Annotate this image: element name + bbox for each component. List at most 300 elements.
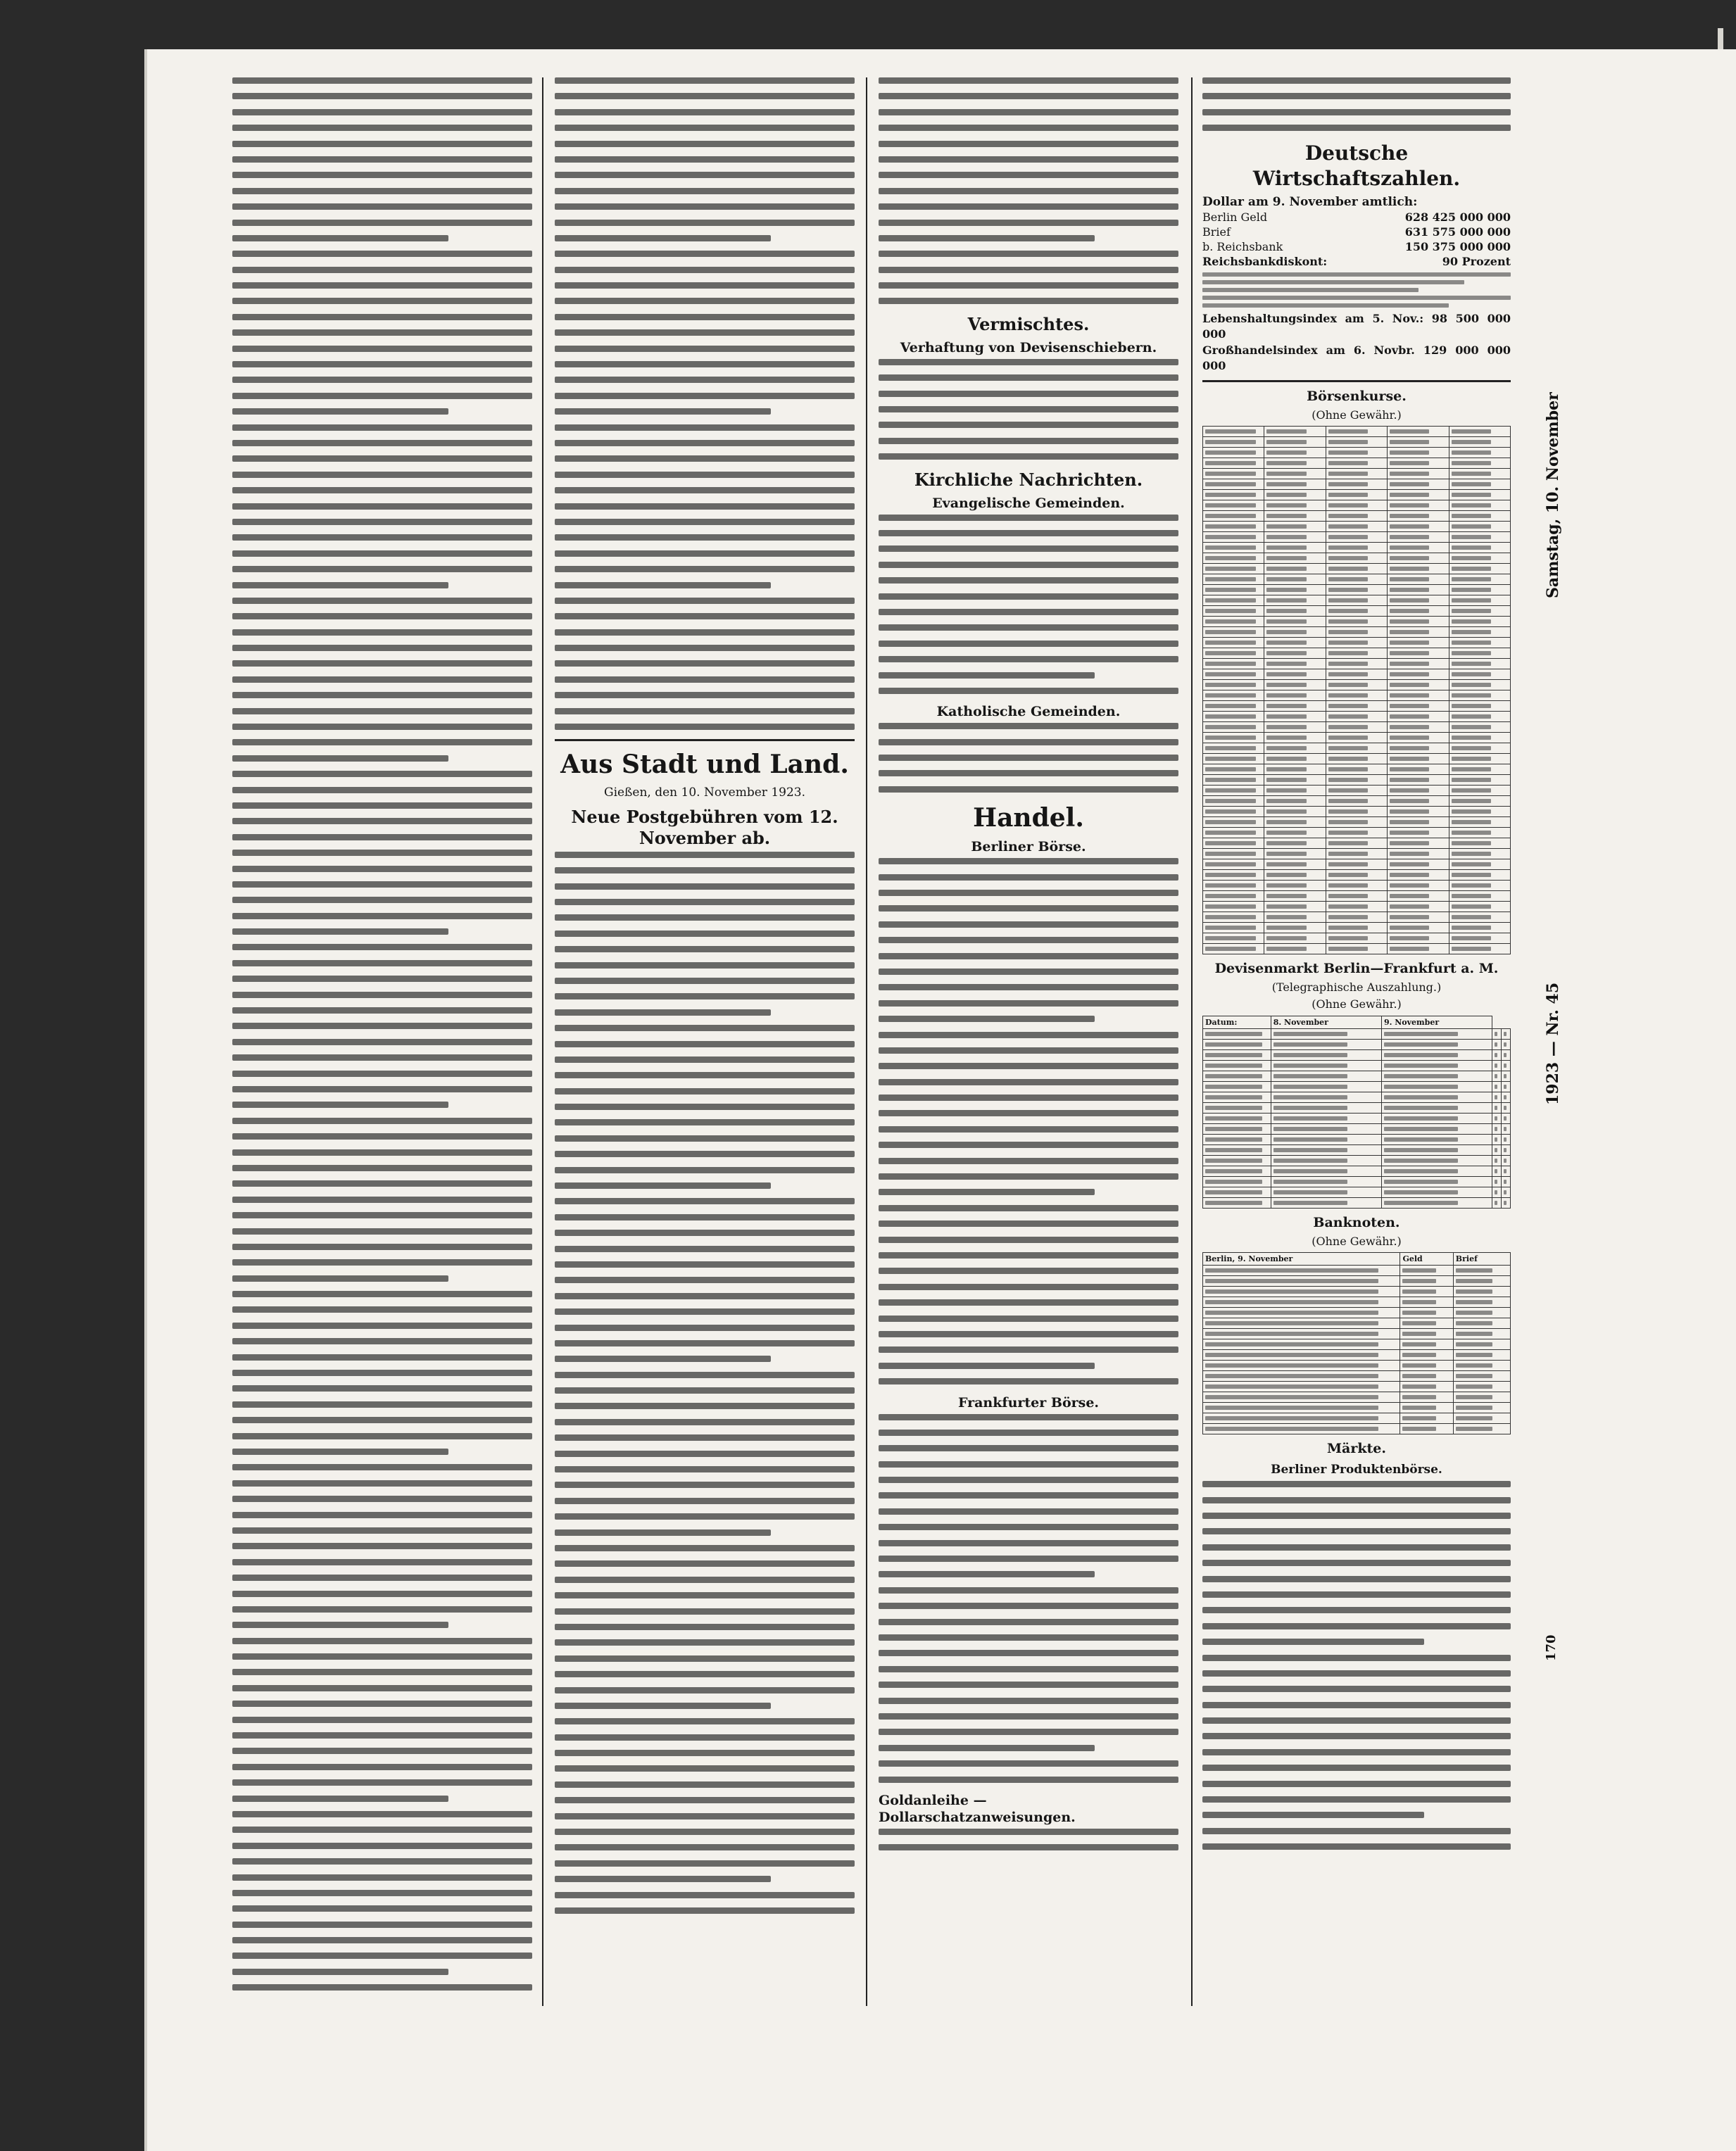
- article-text: [879, 77, 1178, 304]
- text-line: [555, 867, 855, 873]
- text-line: [879, 93, 1178, 99]
- text-line: [879, 1299, 1178, 1306]
- table-row: [1203, 1102, 1511, 1113]
- article-text: [555, 852, 855, 1914]
- text-line: [232, 850, 532, 856]
- text-line: [555, 251, 855, 257]
- devisenmarkt-title: Devisenmarkt Berlin—Frankfurt a. M.: [1214, 961, 1499, 976]
- text-line: [879, 1477, 1178, 1483]
- text-line: [555, 235, 771, 241]
- text-line: [879, 874, 1178, 881]
- text-line: [232, 519, 532, 525]
- text-line: [555, 993, 855, 999]
- text-line: [232, 503, 532, 510]
- text-line: [555, 1387, 855, 1394]
- table-row: [1203, 532, 1511, 543]
- text-line: [232, 866, 532, 872]
- vermischtes-title: Vermischtes.: [967, 313, 1090, 334]
- text-line: [879, 1729, 1178, 1735]
- text-line: [232, 1858, 532, 1865]
- text-line: [555, 329, 855, 336]
- text-line: [232, 1275, 448, 1282]
- text-line: [232, 1669, 532, 1675]
- text-line: [555, 1703, 771, 1709]
- dollar-heading: Dollar am 9. November amtlich:: [1202, 194, 1418, 209]
- text-line: [232, 1843, 532, 1849]
- table-row: [1203, 1060, 1511, 1071]
- text-line: [232, 1732, 532, 1739]
- text-line: [555, 1592, 855, 1598]
- table-row: [1203, 1308, 1511, 1318]
- text-line: [232, 834, 532, 840]
- text-line: [232, 1512, 532, 1518]
- text-line: [232, 881, 532, 888]
- text-line: [232, 1165, 532, 1171]
- column-1: [232, 77, 532, 2006]
- text-line: [232, 1969, 448, 1975]
- text-line: [879, 1237, 1178, 1243]
- text-line: [555, 1403, 855, 1409]
- text-line: [879, 109, 1178, 115]
- text-line: [555, 314, 855, 320]
- text-line: [555, 1372, 855, 1378]
- table-row: [1203, 891, 1511, 902]
- text-line: [879, 953, 1178, 959]
- text-line: [1202, 1686, 1511, 1692]
- text-line: [555, 978, 855, 984]
- text-line: [879, 1492, 1178, 1499]
- page-number: 170: [1544, 1634, 1559, 1661]
- text-line: [879, 1524, 1178, 1530]
- text-line: [232, 1354, 532, 1361]
- text-line: [879, 203, 1178, 210]
- text-line: [1202, 1702, 1511, 1708]
- text-line: [879, 125, 1178, 131]
- text-line: [879, 1666, 1178, 1672]
- text-line: [879, 422, 1178, 428]
- table-row: [1203, 775, 1511, 786]
- text-line: [555, 1876, 771, 1882]
- text-line: [879, 672, 1095, 679]
- text-line: [1202, 1749, 1511, 1755]
- table-row: [1203, 1176, 1511, 1187]
- text-line: [232, 1953, 532, 1959]
- table-row: [1203, 807, 1511, 817]
- text-line: [555, 1624, 855, 1630]
- table-row: [1203, 1049, 1511, 1060]
- text-line: [232, 1575, 532, 1581]
- text-line: [232, 1559, 532, 1565]
- text-line: [879, 359, 1178, 365]
- text-line: [879, 641, 1178, 647]
- text-line: [879, 1540, 1178, 1546]
- text-line: [232, 629, 532, 636]
- text-line: [879, 624, 1178, 631]
- text-line: [1202, 77, 1511, 84]
- text-line: [555, 424, 855, 431]
- text-line: [1202, 93, 1511, 99]
- text-line: [232, 550, 532, 557]
- text-line: [232, 109, 532, 115]
- table-row: [1203, 638, 1511, 648]
- text-line: [879, 1363, 1095, 1369]
- text-line: [232, 928, 448, 935]
- banknoten-table: Berlin, 9. November Geld Brief: [1202, 1252, 1511, 1434]
- text-line: [1202, 1655, 1511, 1661]
- table-row: [1203, 933, 1511, 944]
- text-line: [555, 1356, 771, 1362]
- text-line: [232, 992, 532, 998]
- text-line: [879, 1016, 1095, 1022]
- text-line: [555, 708, 855, 714]
- text-line: [879, 1587, 1178, 1594]
- text-line: [232, 1306, 532, 1313]
- text-line: [879, 739, 1178, 745]
- table-row: [1203, 1266, 1511, 1276]
- text-line: [232, 1433, 532, 1439]
- text-line: [879, 438, 1178, 444]
- text-line: [555, 582, 771, 588]
- text-line: [232, 1370, 532, 1376]
- text-line: [232, 582, 448, 588]
- text-line: [555, 1750, 855, 1756]
- text-line: [555, 1198, 855, 1204]
- text-line: [555, 1577, 855, 1583]
- table-row: [1203, 606, 1511, 617]
- text-line: [1202, 1528, 1511, 1534]
- text-line: [232, 1417, 532, 1423]
- dollar-row: Berlin Geld 628 425 000 000: [1202, 210, 1511, 224]
- text-line: [1202, 1765, 1511, 1771]
- text-line: [879, 1745, 1095, 1751]
- article-text: [879, 515, 1178, 694]
- table-row: [1203, 1318, 1511, 1329]
- text-line: [232, 913, 532, 919]
- article-text: [1202, 1481, 1511, 1850]
- table-row: [1203, 712, 1511, 722]
- text-line: [879, 937, 1178, 943]
- text-line: [555, 361, 855, 367]
- text-line: [555, 282, 855, 289]
- text-line: [879, 755, 1178, 761]
- table-row: [1203, 1350, 1511, 1361]
- table-row: [1203, 1197, 1511, 1208]
- text-line: [555, 1214, 855, 1220]
- devisen-subtitle: (Telegraphische Auszahlung.): [1271, 980, 1442, 994]
- table-row: [1203, 1413, 1511, 1424]
- table-row: [1203, 1392, 1511, 1403]
- text-line: [555, 1545, 855, 1551]
- table-row: [1203, 1028, 1511, 1039]
- table-row: [1203, 690, 1511, 701]
- text-line: [232, 393, 532, 399]
- text-line: [555, 1434, 855, 1441]
- table-row: [1203, 500, 1511, 511]
- kirche-title: Kirchliche Nachrichten.: [914, 469, 1143, 490]
- text-line: [879, 374, 1178, 381]
- text-line: [879, 1000, 1178, 1007]
- text-line: [879, 1079, 1178, 1085]
- text-line: [555, 1813, 855, 1819]
- text-line: [555, 472, 855, 478]
- text-line: [555, 172, 855, 178]
- text-line: [232, 1212, 532, 1218]
- text-line: [555, 1419, 855, 1425]
- text-line: [879, 530, 1178, 536]
- text-line: [232, 408, 448, 415]
- text-line: [555, 852, 855, 858]
- text-line: [232, 1449, 448, 1455]
- table-row: [1203, 912, 1511, 923]
- text-line: [555, 1277, 855, 1283]
- text-line: [232, 472, 532, 478]
- text-line: [879, 188, 1178, 194]
- kirche-evang: Evangelische Gemeinden.: [932, 495, 1125, 511]
- text-line: [555, 1829, 855, 1835]
- table-row: [1203, 437, 1511, 448]
- text-line: [555, 1308, 855, 1315]
- text-line: [879, 1829, 1178, 1835]
- text-line: [232, 1748, 532, 1754]
- table-row: [1203, 479, 1511, 490]
- article-text: [1202, 77, 1511, 131]
- column-rule: [1191, 77, 1193, 2006]
- text-line: [555, 487, 855, 493]
- text-line: [232, 1984, 532, 1991]
- text-line: [879, 1268, 1178, 1274]
- text-line: [555, 141, 855, 147]
- text-line: [232, 1102, 448, 1108]
- table-row: [1203, 1276, 1511, 1287]
- text-line: [879, 921, 1178, 928]
- text-line: [232, 1023, 532, 1029]
- table-row: [1203, 659, 1511, 669]
- text-line: [555, 1088, 855, 1095]
- text-line: [879, 267, 1178, 273]
- text-line: [555, 1907, 855, 1914]
- text-line: [879, 1682, 1178, 1688]
- text-line: [879, 1634, 1178, 1641]
- text-line: [232, 1086, 532, 1092]
- wirtschaft-title: Deutsche Wirtschaftszahlen.: [1252, 141, 1461, 190]
- produktenboerse-title: Berliner Produktenbörse.: [1271, 1463, 1442, 1477]
- text-line: [1202, 1828, 1511, 1834]
- text-line: [232, 1685, 532, 1691]
- text-line: [879, 1252, 1178, 1259]
- text-line: [232, 440, 532, 446]
- text-line: [232, 235, 448, 241]
- text-line: [232, 739, 532, 745]
- text-line: [232, 125, 532, 131]
- table-row: [1203, 1134, 1511, 1144]
- text-line: [1202, 125, 1511, 131]
- text-line: [879, 1047, 1178, 1054]
- text-line: [232, 1937, 532, 1943]
- table-row: [1203, 553, 1511, 564]
- text-line: [232, 534, 532, 541]
- table-row: [1203, 1382, 1511, 1392]
- text-line: [879, 1205, 1178, 1211]
- text-line: [555, 645, 855, 651]
- text-line: [232, 1717, 532, 1723]
- text-line: [555, 883, 855, 890]
- text-line: [555, 1687, 855, 1693]
- table-row: [1203, 944, 1511, 954]
- text-line: [879, 1619, 1178, 1625]
- text-line: [232, 1007, 532, 1014]
- column-rule: [866, 77, 867, 2006]
- text-line: [879, 1284, 1178, 1290]
- table-row: [1203, 870, 1511, 881]
- table-row: [1203, 701, 1511, 712]
- text-line: [879, 172, 1178, 178]
- text-line: [879, 905, 1178, 912]
- table-row: [1203, 764, 1511, 775]
- table-row: [1203, 1339, 1511, 1350]
- text-line: [1202, 1607, 1511, 1613]
- text-line: [555, 1072, 855, 1078]
- text-line: [879, 577, 1178, 584]
- table-row: [1203, 490, 1511, 500]
- text-line: [232, 692, 532, 698]
- table-row: [1203, 574, 1511, 585]
- berliner-boerse-title: Berliner Börse.: [971, 839, 1086, 855]
- table-row: [1203, 511, 1511, 522]
- text-line: [232, 787, 532, 793]
- text-line: [555, 440, 855, 446]
- devisen-table: Datum: 8. November 9. November: [1202, 1016, 1511, 1209]
- text-line: [232, 897, 532, 903]
- column-rule: [542, 77, 543, 2006]
- text-line: [555, 676, 855, 683]
- grosshandelsindex: Großhandelsindex am 6. Novbr. 129 000 000 000: [1202, 343, 1511, 373]
- text-line: [879, 688, 1178, 694]
- text-line: [232, 1401, 532, 1408]
- text-line: [879, 251, 1178, 257]
- text-line: [232, 77, 532, 84]
- table-row: [1203, 1123, 1511, 1134]
- text-line: [232, 1779, 532, 1786]
- text-line: [879, 1445, 1178, 1451]
- frankfurter-boerse-title: Frankfurter Börse.: [957, 1394, 1100, 1411]
- article-text: [555, 77, 855, 730]
- text-line: [1202, 1670, 1511, 1677]
- table-row: [1203, 796, 1511, 807]
- text-line: [555, 1167, 855, 1173]
- text-line: [879, 1698, 1178, 1704]
- text-line: [232, 1180, 532, 1187]
- text-line: [555, 1860, 855, 1867]
- text-line: [555, 1466, 855, 1472]
- text-line: [232, 1701, 532, 1707]
- ohne-gewaehr: (Ohne Gewähr.): [1312, 997, 1402, 1011]
- text-line: [879, 593, 1178, 600]
- text-line: [1202, 1843, 1511, 1850]
- text-line: [879, 723, 1178, 729]
- text-line: [879, 1461, 1178, 1468]
- text-line: [555, 1009, 771, 1016]
- text-line: [232, 1764, 532, 1770]
- text-line: [555, 613, 855, 619]
- text-line: [232, 1496, 532, 1502]
- text-line: [1202, 1623, 1511, 1629]
- text-line: [232, 487, 532, 493]
- text-line: [555, 1529, 771, 1536]
- text-line: [879, 656, 1178, 662]
- text-line: [555, 914, 855, 921]
- text-line: [232, 1811, 532, 1817]
- text-line: [879, 1571, 1095, 1577]
- text-line: [232, 1606, 532, 1613]
- text-line: [232, 93, 532, 99]
- text-line: [879, 1760, 1178, 1767]
- text-line: [555, 1797, 855, 1803]
- text-line: [879, 1331, 1178, 1337]
- text-line: [879, 156, 1178, 163]
- text-line: [555, 629, 855, 636]
- text-line: [232, 1133, 532, 1140]
- table-row: [1203, 458, 1511, 469]
- table-row: [1203, 743, 1511, 754]
- table-row: [1203, 627, 1511, 638]
- text-line: [232, 645, 532, 651]
- table-row: [1203, 595, 1511, 606]
- text-line: [232, 708, 532, 714]
- text-line: [555, 1734, 855, 1741]
- text-line: [879, 453, 1178, 460]
- text-line: [232, 1922, 532, 1928]
- table-row: [1203, 881, 1511, 891]
- newspaper-content: [211, 77, 1514, 2020]
- goldanleihe-title: Goldanleihe — Dollarschatzanweisungen.: [879, 1792, 1076, 1825]
- text-line: [555, 125, 855, 131]
- issue-year-number: 1923 — Nr. 45: [1544, 982, 1562, 1105]
- text-line: [232, 298, 532, 304]
- text-line: [232, 1591, 532, 1597]
- table-row: [1203, 902, 1511, 912]
- column-4: [1202, 77, 1511, 2006]
- text-line: [232, 1543, 532, 1549]
- text-line: [232, 1527, 532, 1534]
- text-line: [879, 1063, 1178, 1069]
- kirche-kath: Katholische Gemeinden.: [936, 704, 1121, 720]
- text-line: [555, 899, 855, 905]
- banknoten-title: Banknoten.: [1313, 1214, 1400, 1230]
- text-line: [232, 1338, 532, 1344]
- text-line: [232, 267, 532, 273]
- text-line: [232, 424, 532, 431]
- table-row: [1203, 817, 1511, 828]
- table-row: [1203, 1071, 1511, 1081]
- text-line: [232, 1796, 448, 1802]
- text-line: [555, 1892, 855, 1898]
- text-line: [555, 660, 855, 667]
- text-line: [879, 786, 1178, 793]
- text-line: [555, 220, 855, 226]
- text-line: [879, 1095, 1178, 1101]
- text-line: [1202, 1781, 1511, 1787]
- text-line: [232, 1071, 532, 1077]
- table-row: [1203, 1361, 1511, 1371]
- text-line: [232, 1149, 532, 1156]
- issue-date: Samstag, 10. November: [1544, 392, 1562, 598]
- text-line: [232, 346, 532, 352]
- text-line: [232, 660, 532, 667]
- column-2: [555, 77, 855, 2006]
- dollar-row: Brief 631 575 000 000: [1202, 225, 1511, 239]
- text-line: [555, 692, 855, 698]
- lebenshaltungsindex: Lebenshaltungsindex am 5. Nov.: 98 500 000 000: [1202, 311, 1511, 341]
